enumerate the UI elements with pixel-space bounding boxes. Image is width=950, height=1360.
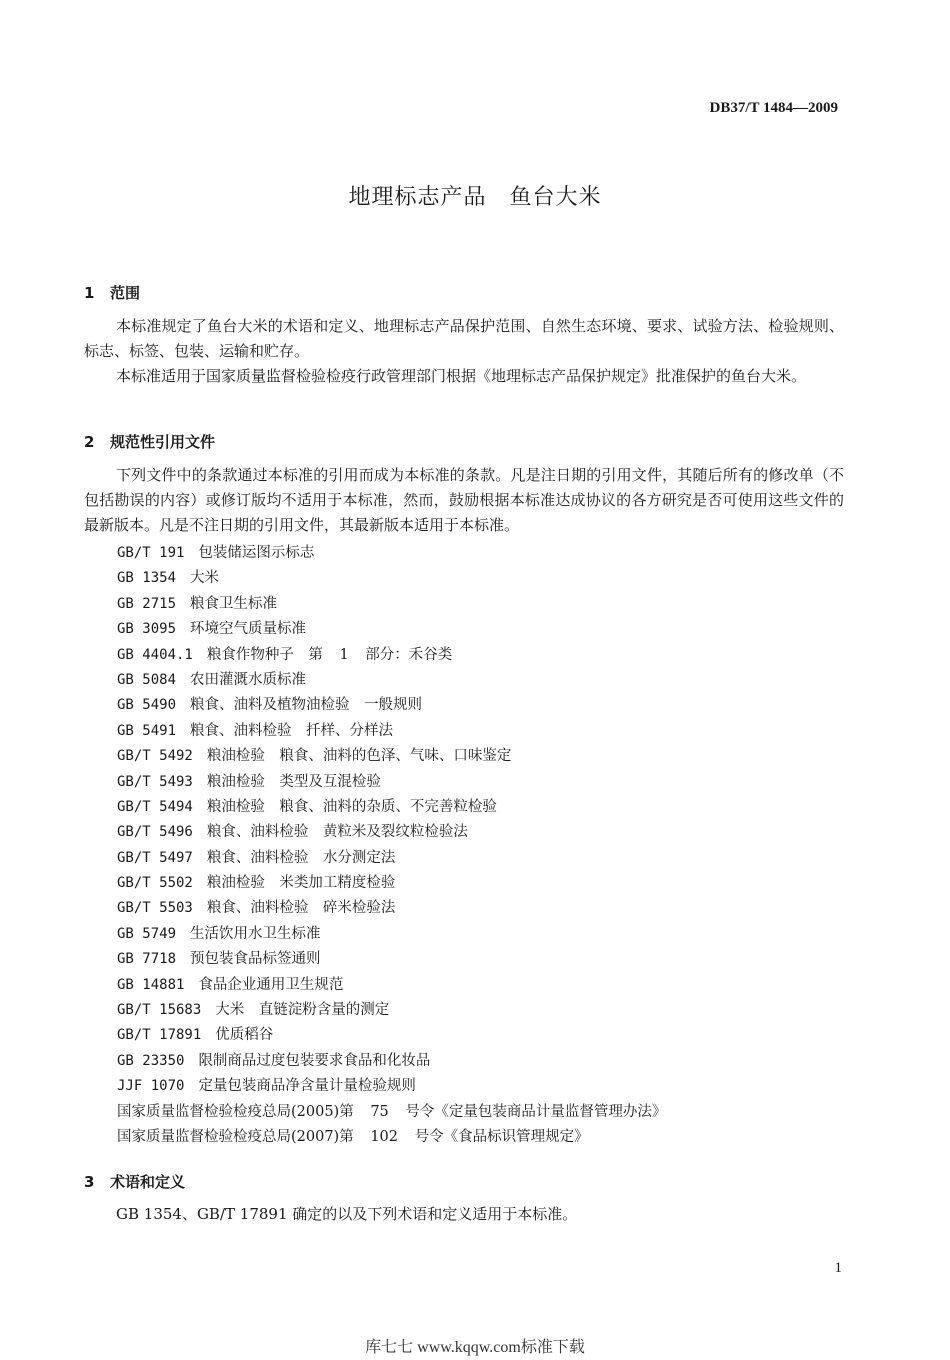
reference-item: [117, 592, 666, 617]
reference-title: 粮食卫生标准: [190, 595, 278, 612]
reference-title: 粮油检验 粮食、油料的色泽、气味、口味鉴定: [206, 748, 512, 765]
reference-title: 定量包装商品净含量计量检验规则: [198, 1078, 416, 1095]
download-watermark: 库七七 www.kqqw.com标准下载: [365, 1339, 585, 1356]
section-1-paragraph-1: 本标准规定了鱼台大米的术语和定义、地理标志产品保护范围、自然生态环境、要求、试验方法、检验规则、标志、标签、包装、运输和贮存。: [84, 317, 844, 360]
reference-item: [117, 566, 666, 591]
reference-code: GB/T 5503: [117, 900, 193, 917]
reference-code: GB 1354: [117, 570, 177, 587]
reference-title: 粮食、油料检验 水分测定法: [206, 849, 396, 866]
reference-item: [117, 541, 666, 566]
reference-title: 粮食、油料及植物油检验 一般规则: [190, 697, 423, 714]
reference-code: GB 5084: [117, 671, 177, 688]
reference-title: 农田灌溉水质标准: [190, 671, 307, 688]
reference-code: GB 14881: [117, 976, 185, 993]
reference-title: 粮食、油料检验 扦样、分样法: [190, 722, 394, 739]
section-number: 2: [84, 433, 95, 451]
section-3-paragraph-1: GB 1354、GB/T 17891 确定的以及下列术语和定义适用于本标准。: [116, 1205, 578, 1223]
reference-code: GB 5490: [117, 697, 177, 714]
reference-code: GB/T 5492: [117, 748, 193, 765]
reference-title: 生活饮用水卫生标准: [190, 925, 321, 942]
reference-item: [117, 1125, 666, 1150]
reference-item: [117, 693, 666, 718]
reference-code: GB 2715: [117, 595, 177, 612]
reference-code: GB/T 5502: [117, 875, 193, 892]
reference-item: [117, 1049, 666, 1074]
reference-code: GB/T 5496: [117, 824, 193, 841]
reference-item: [117, 795, 666, 820]
reference-title: 预包装食品标签通则: [190, 951, 321, 968]
reference-code: GB 5749: [117, 925, 177, 942]
reference-item: [117, 770, 666, 795]
reference-item: [117, 617, 666, 642]
reference-code: JJF 1070: [117, 1078, 185, 1095]
reference-item: [117, 1074, 666, 1099]
reference-code: GB 4404.1: [117, 646, 193, 663]
section-number: 1: [84, 284, 95, 302]
reference-item: [117, 668, 666, 693]
reference-title: 包装储运图示标志: [198, 545, 315, 561]
reference-item: [117, 871, 666, 896]
reference-code: GB 23350: [117, 1052, 185, 1069]
reference-item: [117, 896, 666, 921]
reference-title: 限制商品过度包装要求食品和化妆品: [198, 1052, 431, 1069]
reference-title: 环境空气质量标准: [190, 621, 307, 638]
reference-title: 粮食、油料检验 黄粒米及裂纹粒检验法: [206, 824, 468, 841]
reference-code: GB 7718: [117, 951, 177, 968]
standard-code: DB37/T 1484—2009: [709, 100, 838, 116]
reference-item: [117, 1023, 666, 1048]
section-title: 范围: [110, 284, 141, 302]
reference-title: 优质稻谷: [215, 1027, 274, 1044]
reference-title: 粮油检验 类型及互混检验: [206, 773, 381, 790]
reference-item: [117, 947, 666, 972]
reference-item: [117, 973, 666, 998]
section-title: 规范性引用文件: [110, 433, 216, 451]
reference-code: GB/T 17891: [117, 1027, 202, 1044]
reference-item: [117, 922, 666, 947]
reference-title: 粮食、油料检验 碎米检验法: [206, 900, 396, 917]
page-number: 1: [834, 1260, 842, 1276]
reference-code: GB/T 191: [117, 545, 185, 561]
reference-item: [117, 744, 666, 769]
reference-title: 食品企业通用卫生规范: [198, 976, 344, 993]
section-2-paragraph-1: 下列文件中的条款通过本标准的引用而成为本标准的条款。凡是注日期的引用文件，其随后所有的修改单（不包括勘误的内容）或修订版均不适用于本标准，然而，鼓励根据本标准达成协议的各方研究是否可使用这些文件的最新版本。凡是不注日期的引用文件，其最新版本适用于本标准。: [84, 466, 844, 534]
reference-title: 国家质量监督检验检疫总局(2007)第 102 号令《食品标识管理规定》: [117, 1128, 589, 1145]
reference-title: 大米 直链淀粉含量的测定: [215, 1002, 390, 1019]
reference-code: GB 5491: [117, 722, 177, 739]
section-1-heading: [84, 282, 140, 303]
section-title: 术语和定义: [110, 1173, 186, 1191]
section-2-heading: [84, 431, 215, 452]
reference-code: GB/T 15683: [117, 1002, 202, 1019]
reference-title: 粮油检验 粮食、油料的杂质、不完善粒检验: [206, 798, 497, 815]
section-number: 3: [84, 1173, 95, 1191]
section-1-paragraph-2: 本标准适用于国家质量监督检验检疫行政管理部门根据《地理标志产品保护规定》批准保护的鱼台大米。: [116, 367, 807, 385]
reference-item: [117, 998, 666, 1023]
reference-item: [117, 846, 666, 871]
reference-item: [117, 643, 666, 668]
reference-code: GB/T 5493: [117, 773, 193, 790]
reference-item: [117, 719, 666, 744]
reference-title: 大米: [190, 570, 220, 587]
reference-item: [117, 1100, 666, 1125]
reference-item: [117, 820, 666, 845]
reference-title: 粮油检验 米类加工精度检验: [206, 875, 396, 892]
document-title: 地理标志产品 鱼台大米: [348, 185, 602, 210]
reference-title: 国家质量监督检验检疫总局(2005)第 75 号令《定量包装商品计量监督管理办法》: [117, 1103, 667, 1120]
normative-references-list: [117, 541, 666, 1150]
reference-code: GB/T 5497: [117, 849, 193, 866]
section-3-heading: [84, 1171, 185, 1192]
reference-code: GB 3095: [117, 621, 177, 638]
reference-title: 粮食作物种子 第 1 部分：禾谷类: [206, 646, 453, 663]
reference-code: GB/T 5494: [117, 798, 193, 815]
